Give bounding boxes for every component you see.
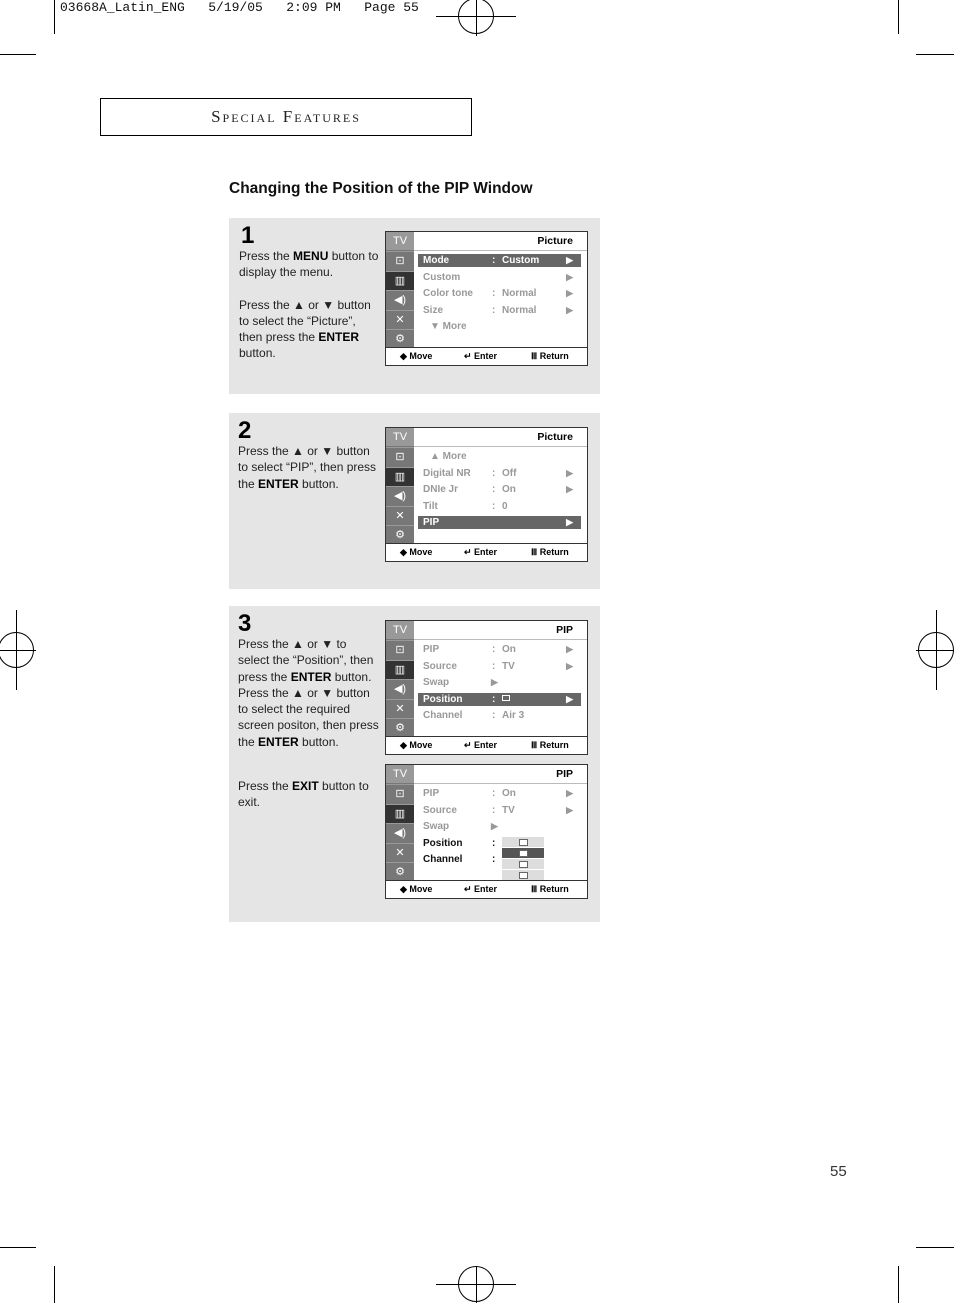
menu-row-colon: :: [492, 804, 496, 816]
input-icon: ⊡: [386, 447, 414, 467]
enter-hint: [464, 737, 497, 754]
return-icon: Ⅲ: [531, 351, 538, 361]
picture-icon: ▥: [386, 660, 414, 680]
input-icon: ⊡: [386, 251, 414, 271]
button-name: MENU: [293, 249, 329, 263]
menu-row-value: On: [502, 788, 516, 799]
position-option: [502, 859, 544, 870]
menu-row: [418, 254, 581, 267]
updown-icon: ◆: [400, 351, 407, 361]
setup-icon: ⚙: [386, 718, 414, 738]
menu-row-label: ▼ More: [430, 321, 467, 332]
button-name: EXIT: [292, 779, 319, 794]
pip-window-icon: [519, 850, 528, 857]
button-name: ENTER: [258, 734, 299, 749]
menu-footer: [386, 736, 587, 754]
instruction-text: button.: [298, 476, 339, 491]
crop-mark: [54, 0, 55, 34]
menu-row-colon: :: [492, 484, 496, 495]
arrow-right-icon: ▶: [566, 804, 573, 815]
pip-window-icon: [519, 861, 528, 868]
registration-line: [936, 610, 937, 690]
move-label: Move: [406, 884, 433, 894]
menu-row-colon: :: [492, 500, 496, 512]
tv-menu-picture: [385, 231, 588, 366]
return-label: Return: [537, 884, 569, 894]
instruction-text: Press the ▲ or ▼ button to select the “Picture”, then press the: [239, 297, 371, 345]
arrow-right-icon: ▶: [566, 255, 573, 265]
menu-row-label: Color tone: [423, 288, 473, 299]
menu-row-value: TV: [502, 660, 515, 672]
menu-row-label: Source: [423, 660, 457, 672]
menu-row: [418, 450, 581, 463]
menu-row-colon: :: [492, 837, 496, 849]
menu-row-colon: :: [492, 304, 496, 316]
menu-title: Picture: [414, 428, 587, 447]
menu-row-label: DNIe Jr: [423, 484, 459, 495]
crop-mark: [916, 1247, 954, 1248]
instruction-paragraph: [238, 778, 380, 811]
updown-icon: ◆: [400, 884, 407, 894]
enter-hint: [464, 348, 497, 365]
menu-row: [418, 320, 581, 333]
menu-row-colon: :: [492, 467, 496, 479]
return-label: Return: [537, 351, 569, 361]
button-name: ENTER: [318, 330, 360, 345]
arrow-right-icon: ▶: [566, 660, 573, 671]
channel-icon: ✕: [386, 310, 414, 330]
channel-icon: ✕: [386, 699, 414, 719]
crop-mark: [916, 54, 954, 55]
return-icon: Ⅲ: [531, 884, 538, 894]
menu-row: [418, 676, 581, 689]
menu-row-colon: :: [492, 693, 496, 705]
menu-row: [418, 787, 581, 800]
menu-row-label: Swap: [423, 821, 450, 832]
menu-title: PIP: [414, 621, 587, 640]
updown-icon: ◆: [400, 547, 407, 557]
instruction-text: button to display the menu.: [239, 249, 379, 280]
channel-icon: ✕: [386, 506, 414, 526]
arrow-right-icon: ▶: [566, 788, 573, 798]
instruction-text: button. Press the ▲ or ▼ button to select the required screen positon, then press the: [238, 669, 379, 749]
move-hint: [400, 544, 432, 561]
instruction-text: Press the ▲ or ▼ to select the “Position”, then press the: [238, 637, 374, 684]
button-name: ENTER: [258, 476, 299, 491]
step-instructions: [238, 443, 381, 492]
step-number: 3: [238, 610, 252, 637]
tv-menu-pip: [385, 620, 588, 755]
enter-label: Enter: [471, 884, 498, 894]
return-icon: Ⅲ: [531, 547, 538, 557]
menu-row: [418, 467, 581, 480]
move-hint: [400, 348, 432, 365]
arrow-right-icon: ▶: [566, 693, 573, 704]
enter-icon: ↵: [464, 351, 472, 361]
enter-icon: ↵: [464, 740, 472, 750]
menu-row-label: Channel: [423, 710, 463, 721]
enter-hint: [464, 544, 497, 561]
menu-row-colon: :: [492, 255, 496, 266]
menu-row-label: Digital NR: [423, 467, 471, 479]
menu-row-label: Source: [423, 804, 457, 816]
arrow-right-icon: ▶: [566, 644, 573, 654]
return-hint: [531, 348, 569, 365]
enter-icon: ↵: [464, 884, 472, 894]
menu-row: [418, 500, 581, 513]
return-icon: Ⅲ: [531, 740, 538, 750]
return-hint: [531, 881, 569, 898]
step-3-panel: [229, 606, 600, 922]
registration-line: [476, 0, 477, 36]
channel-icon: ✕: [386, 843, 414, 863]
setup-icon: ⚙: [386, 525, 414, 545]
sound-icon: ◀): [386, 290, 414, 310]
tv-label: TV: [386, 765, 414, 783]
menu-row-value: 0: [502, 500, 508, 512]
enter-label: Enter: [471, 351, 498, 361]
move-label: Move: [406, 740, 433, 750]
menu-row: [418, 853, 581, 866]
tv-menu-picture-pip: [385, 427, 588, 562]
menu-row-label: Swap: [423, 677, 450, 688]
updown-icon: ◆: [400, 740, 407, 750]
position-option: [502, 848, 544, 859]
tv-label: TV: [386, 428, 414, 446]
menu-row: [418, 837, 581, 850]
enter-hint: [464, 881, 497, 898]
arrow-right-icon: ▶: [566, 304, 573, 315]
setup-icon: ⚙: [386, 329, 414, 349]
menu-row: [418, 304, 581, 317]
menu-row: [418, 660, 581, 673]
arrow-right-icon: ▶: [491, 677, 498, 687]
menu-row: [418, 804, 581, 817]
menu-row-label: Position: [423, 693, 463, 705]
tv-label: TV: [386, 232, 414, 250]
menu-row-value: Custom: [502, 255, 540, 266]
registration-line: [0, 650, 36, 651]
setup-icon: ⚙: [386, 862, 414, 882]
menu-title: PIP: [414, 765, 587, 784]
instruction-text: button.: [298, 734, 339, 749]
menu-row-label: Custom: [423, 271, 461, 283]
position-options: [502, 837, 544, 881]
picture-icon: ▥: [386, 271, 414, 291]
position-option: [502, 837, 544, 848]
return-label: Return: [537, 740, 569, 750]
menu-row-label: Channel: [423, 854, 463, 865]
arrow-right-icon: ▶: [566, 467, 573, 478]
menu-footer: [386, 347, 587, 365]
instruction-text: Press the: [238, 779, 293, 794]
menu-row-value: TV: [502, 804, 515, 816]
arrow-right-icon: ▶: [491, 821, 498, 831]
menu-row-value: Off: [502, 467, 517, 479]
crop-mark: [898, 1266, 899, 1303]
menu-row-label: PIP: [423, 788, 440, 799]
menu-row-colon: :: [492, 788, 496, 799]
page-number: 55: [830, 1163, 847, 1180]
crop-mark: [0, 1247, 36, 1248]
menu-row-colon: :: [492, 660, 496, 672]
sound-icon: ◀): [386, 486, 414, 506]
menu-row: [418, 693, 581, 706]
enter-label: Enter: [471, 740, 498, 750]
crop-mark: [54, 1266, 55, 1303]
menu-row-colon: :: [492, 288, 496, 299]
button-name: ENTER: [290, 669, 332, 684]
step-instructions: [238, 636, 380, 811]
menu-row-colon: :: [492, 854, 496, 865]
enter-label: Enter: [471, 547, 498, 557]
registration-line: [476, 1266, 477, 1303]
return-hint: [531, 737, 569, 754]
step-2-panel: [229, 413, 600, 589]
picture-icon: ▥: [386, 467, 414, 487]
instruction-paragraph: [239, 248, 379, 281]
instruction-text: Press the ▲ or ▼ button to select “PIP”, then press the: [238, 444, 377, 491]
input-icon: ⊡: [386, 640, 414, 660]
instruction-text: Press the: [239, 249, 294, 263]
menu-row-label: PIP: [423, 517, 440, 528]
move-hint: [400, 881, 432, 898]
menu-row-label: Mode: [423, 255, 450, 266]
menu-row: [418, 643, 581, 656]
menu-row-value: Air 3: [502, 710, 525, 721]
menu-row: [418, 516, 581, 529]
menu-row-label: Size: [423, 304, 444, 316]
return-label: Return: [537, 547, 569, 557]
menu-title: Picture: [414, 232, 587, 251]
menu-row: [418, 820, 581, 833]
move-label: Move: [406, 547, 433, 557]
arrow-right-icon: ▶: [566, 288, 573, 298]
menu-row-value: On: [502, 644, 516, 655]
pip-window-icon: [519, 839, 528, 846]
menu-row: [418, 271, 581, 284]
menu-row-label: Tilt: [423, 500, 438, 512]
print-header: 03668A_Latin_ENG 5/19/05 2:09 PM Page 55: [60, 0, 419, 15]
move-hint: [400, 737, 432, 754]
arrow-right-icon: ▶: [566, 517, 573, 527]
return-hint: [531, 544, 569, 561]
crop-mark: [0, 54, 36, 55]
enter-icon: ↵: [464, 547, 472, 557]
instruction-paragraph: [239, 297, 379, 362]
instruction-paragraph: [238, 636, 380, 750]
menu-footer: [386, 880, 587, 898]
sound-icon: ◀): [386, 823, 414, 843]
menu-row-label: ▲ More: [430, 451, 467, 462]
sound-icon: ◀): [386, 679, 414, 699]
arrow-right-icon: ▶: [566, 484, 573, 494]
tv-menu-pip-position: [385, 764, 588, 899]
pip-window-icon: [519, 872, 528, 879]
step-number: 2: [238, 417, 252, 444]
move-label: Move: [406, 351, 433, 361]
crop-mark: [898, 0, 899, 34]
tv-label: TV: [386, 621, 414, 639]
step-number: 1: [241, 222, 255, 249]
instruction-text: button.: [239, 346, 276, 361]
menu-row-value: On: [502, 484, 516, 495]
menu-row-label: Position: [423, 837, 463, 849]
step-instructions: [239, 248, 379, 362]
menu-row-label: PIP: [423, 644, 440, 655]
page-heading: Changing the Position of the PIP Window: [229, 180, 533, 197]
menu-row-value: Normal: [502, 304, 537, 316]
menu-row: [418, 287, 581, 300]
menu-row-colon: :: [492, 710, 496, 721]
menu-row-colon: :: [492, 644, 496, 655]
picture-icon: ▥: [386, 804, 414, 824]
section-title: Special Features: [100, 98, 472, 136]
menu-row-value: Normal: [502, 288, 537, 299]
menu-footer: [386, 543, 587, 561]
instruction-paragraph: [238, 443, 381, 492]
instruction-text: button to exit.: [238, 779, 369, 810]
input-icon: ⊡: [386, 784, 414, 804]
pip-position-icon: [502, 695, 510, 701]
arrow-right-icon: ▶: [566, 271, 573, 282]
menu-row: [418, 483, 581, 496]
step-1-panel: [229, 218, 600, 394]
registration-line: [16, 610, 17, 690]
registration-line: [916, 650, 954, 651]
menu-row: [418, 709, 581, 722]
